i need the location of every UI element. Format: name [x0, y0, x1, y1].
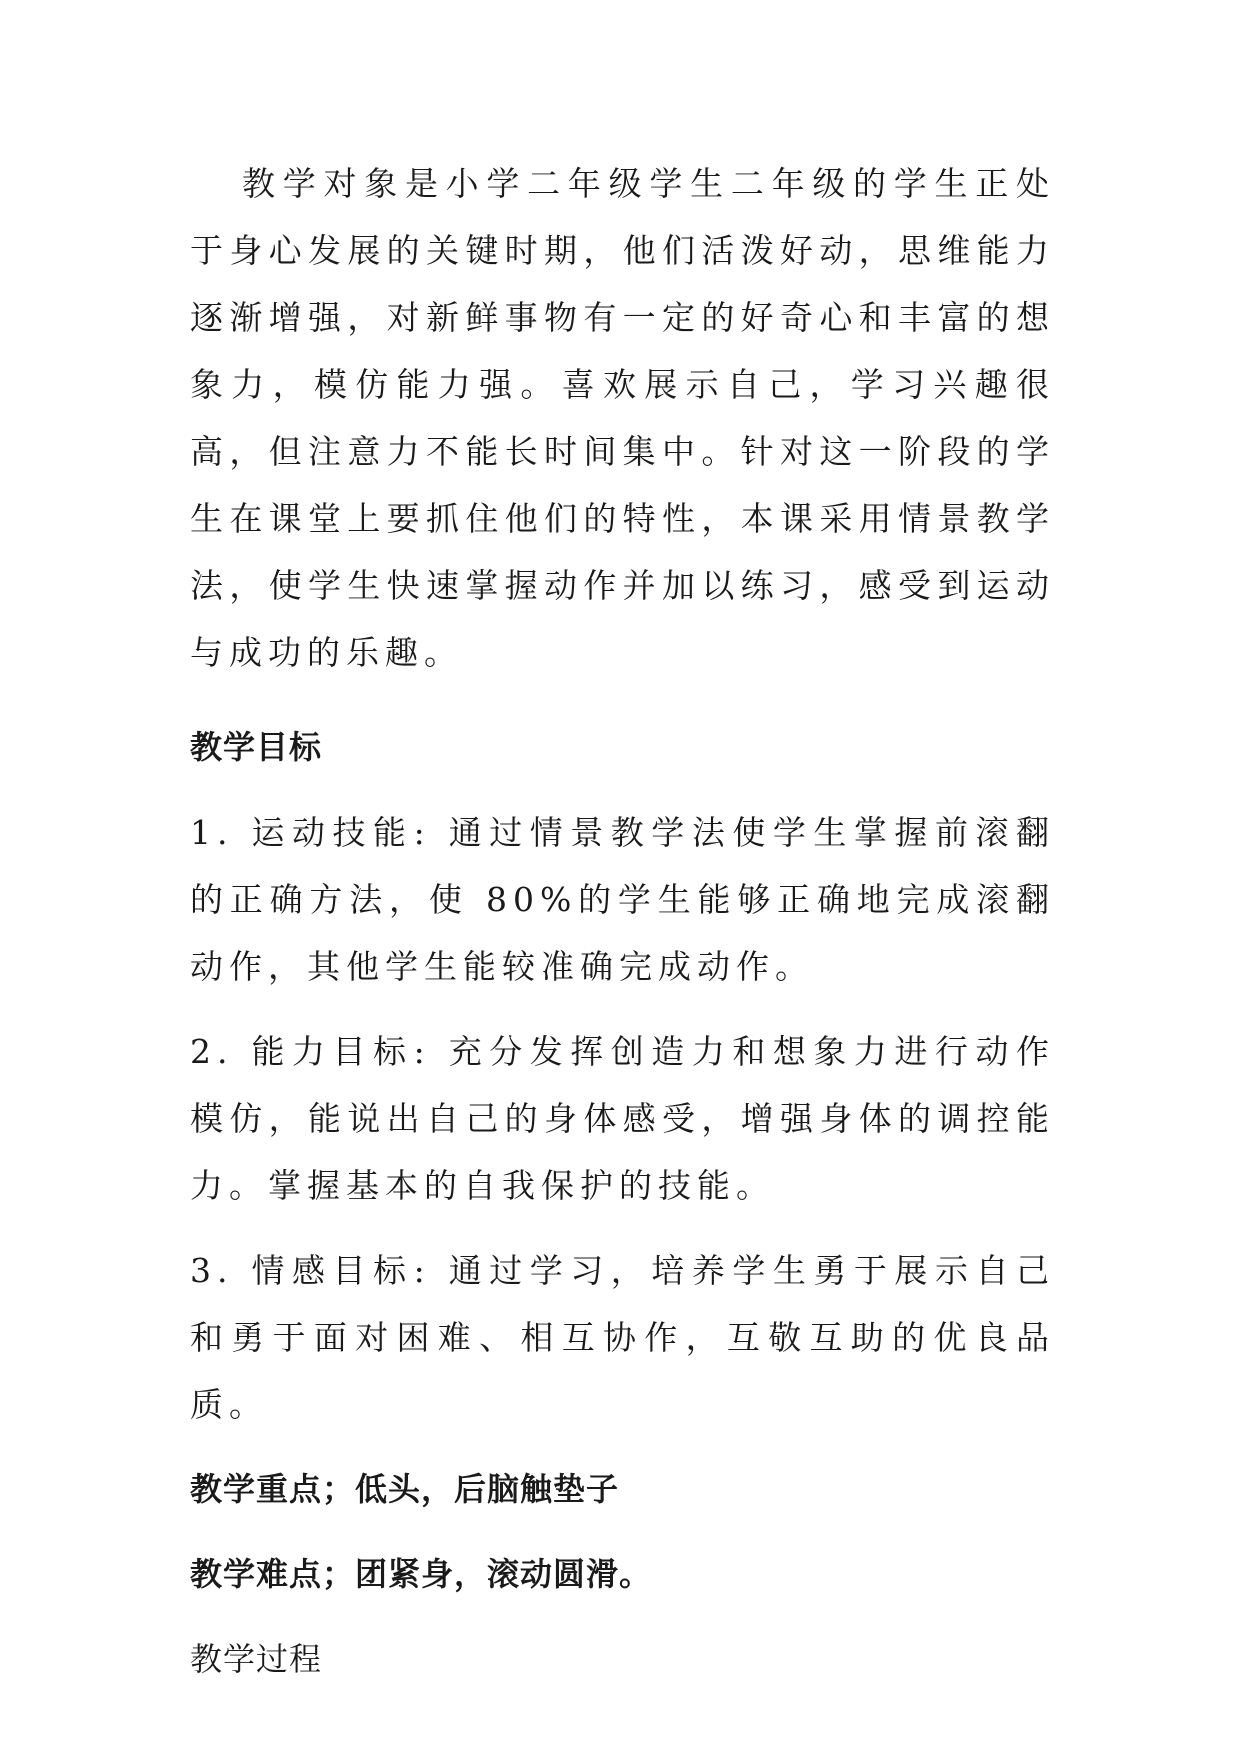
key-point-heading: 教学重点；低头，后脑触垫子: [190, 1470, 620, 1508]
process-heading: 教学过程: [190, 1640, 323, 1678]
objective-item-1: 1. 运动技能: 通过情景教学法使学生掌握前滚翻的正确方法，使 80%的学生能够正确地完成滚翻动作，其他学生能较准确完成动作。: [190, 813, 1055, 986]
intro-paragraph: 教学对象是小学二年级学生二年级的学生正处于身心发展的关键时期，他们活泼好动，思维能力逐渐增强，对新鲜事物有一定的好奇心和丰富的想象力，模仿能力强。喜欢展示自己，学习兴趣很高，但注意力不能长时间集中。针对这一阶段的学生在课堂上要抓住他们的特性，本课采用情景教学法，使学生快速掌握动作并加以练习，感受到运动与成功的乐趣。: [190, 164, 1055, 672]
objective-item-2: 2. 能力目标: 充分发挥创造力和想象力进行动作模仿，能说出自己的身体感受，增强身体的调控能力。掌握基本的自我保护的技能。: [190, 1032, 1055, 1205]
objective-item-3: 3. 情感目标: 通过学习，培养学生勇于展示自己和勇于面对困难、相互协作，互敬互助的优良品质。: [190, 1251, 1055, 1424]
difficulty-heading: 教学难点；团紧身，滚动圆滑。: [190, 1555, 653, 1593]
document-body: [190, 150, 1055, 1693]
objectives-heading: 教学目标: [190, 728, 323, 766]
